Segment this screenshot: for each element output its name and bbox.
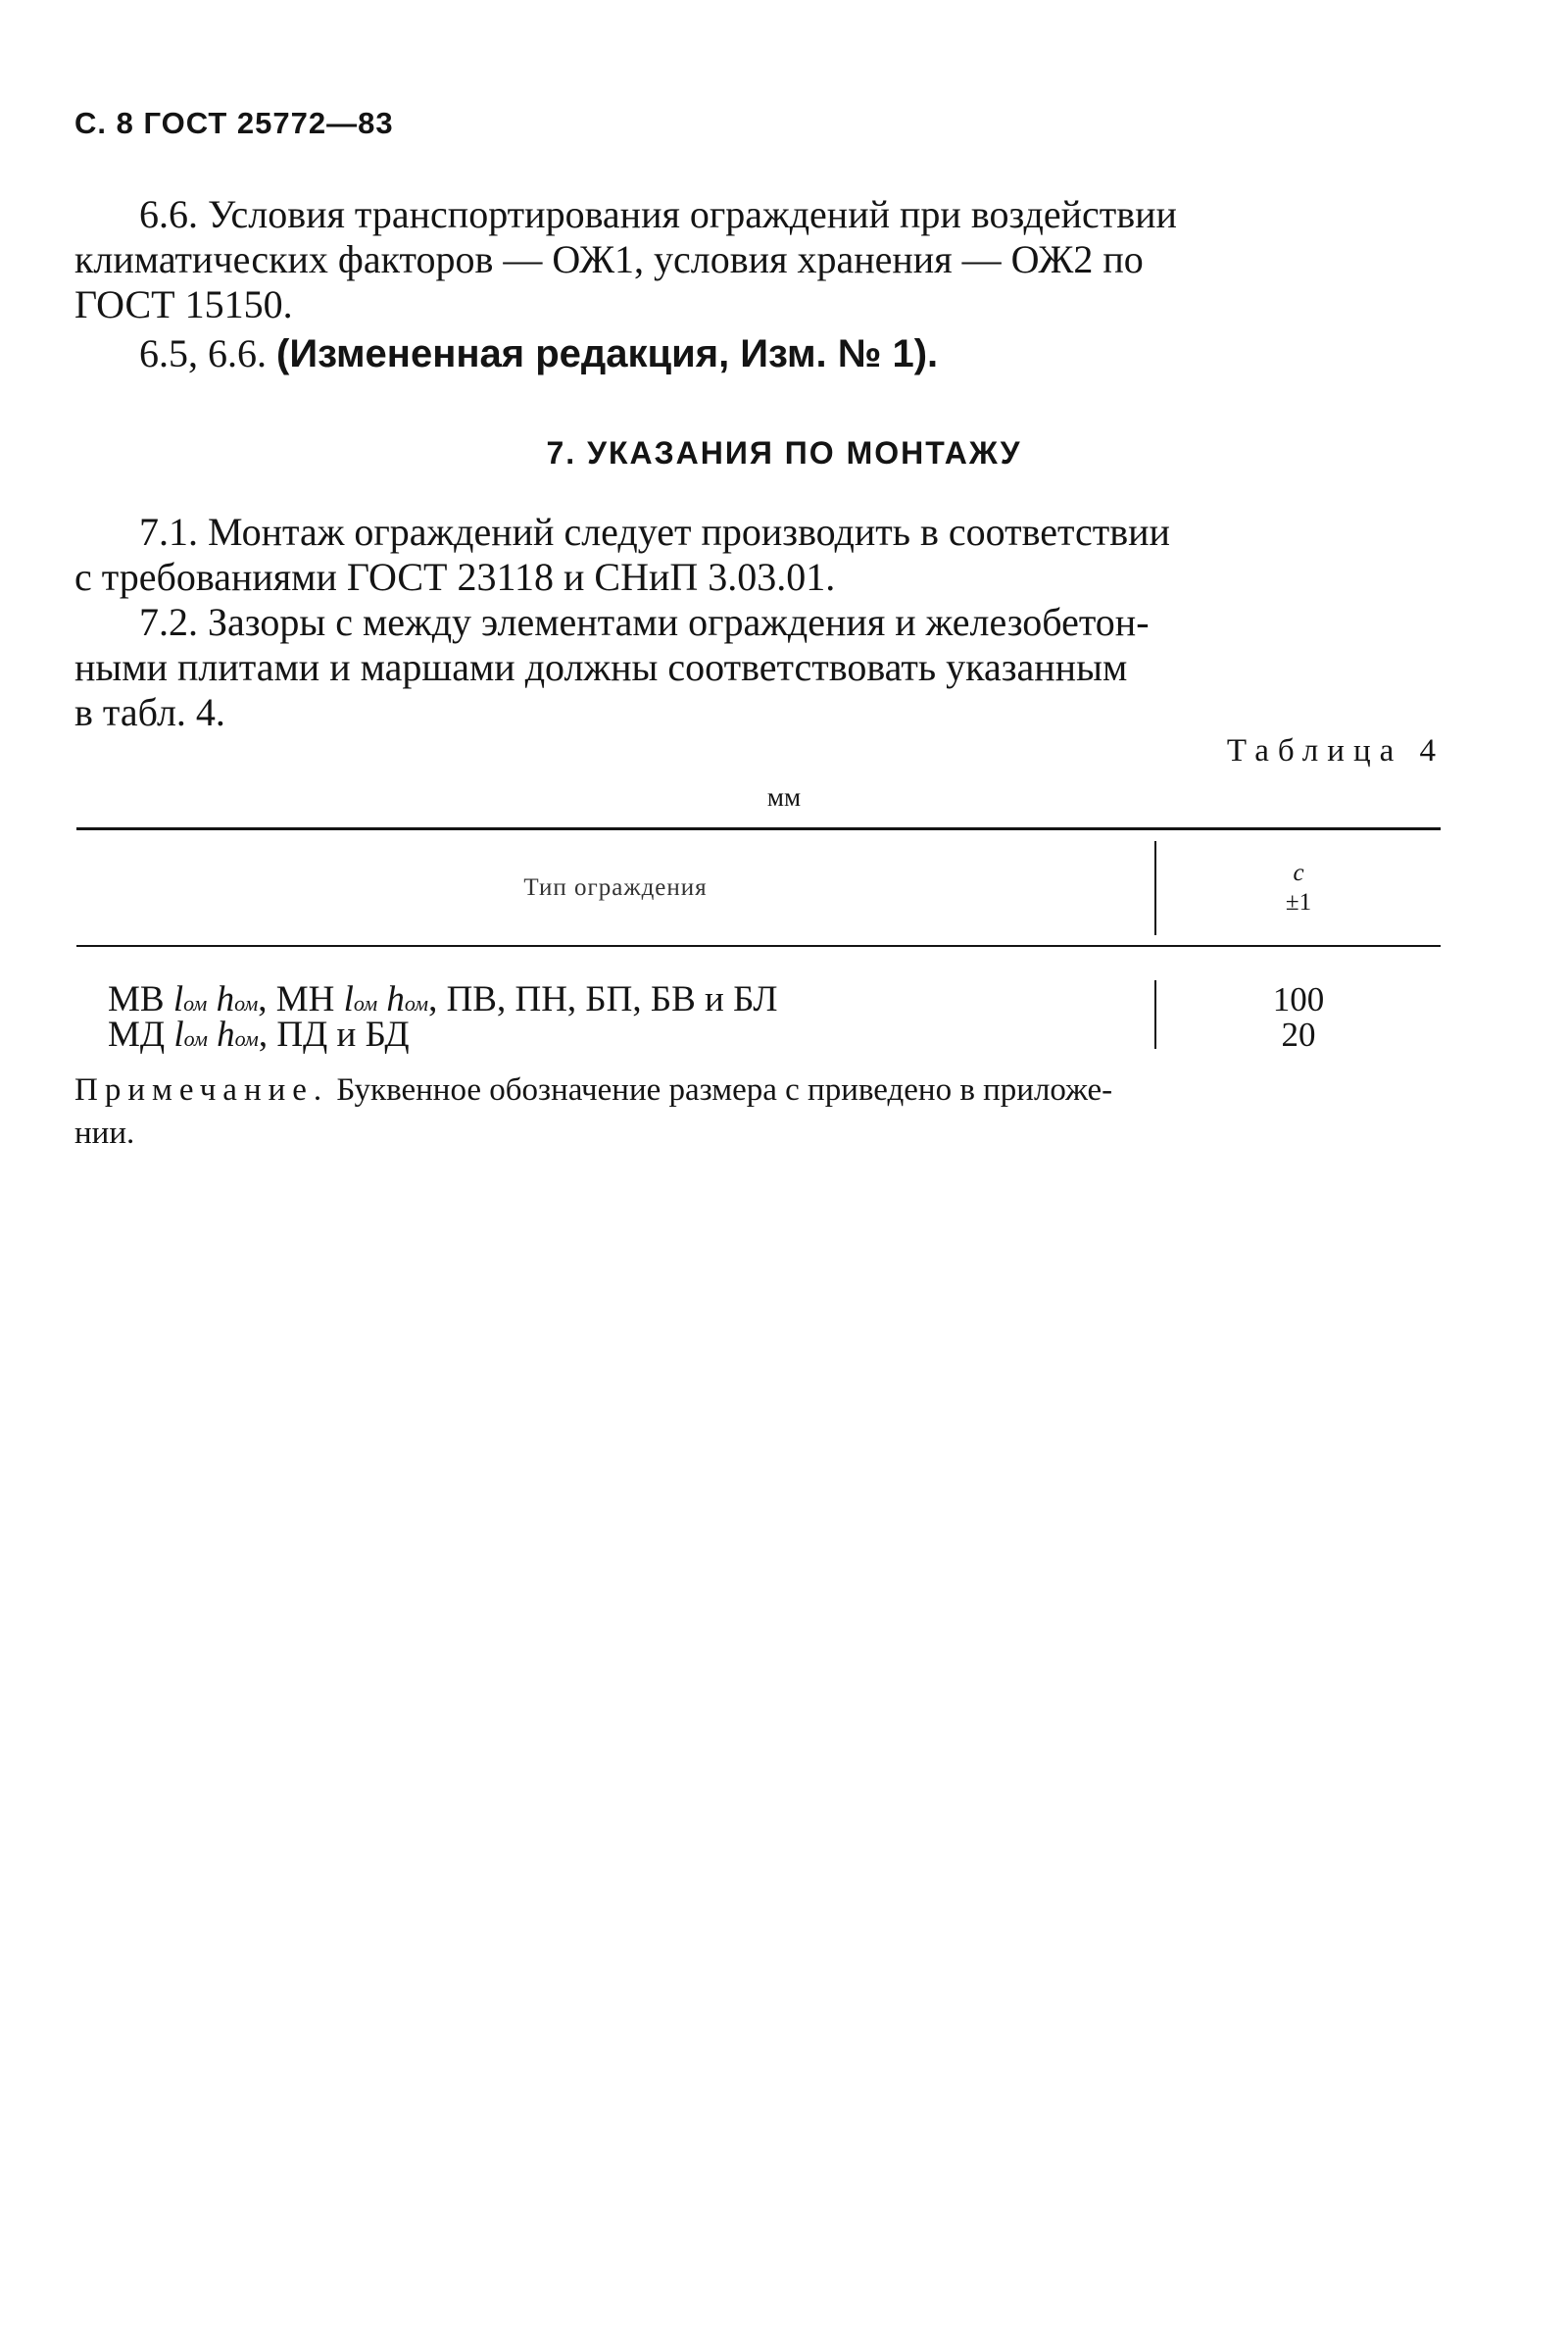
row-label-part: МВ <box>108 979 173 1019</box>
running-head: С. 8 ГОСТ 25772—83 <box>74 106 394 140</box>
edition-note <box>74 331 1441 376</box>
row-label-part: ом <box>183 991 208 1016</box>
edition-note-prefix: 6.5, 6.6. <box>139 331 267 375</box>
note-text: Буквенное обозначение размера c приведено в приложе- <box>336 1072 1113 1108</box>
table-top-rule <box>76 827 1441 830</box>
paragraph-6-6-line-1: 6.6. Условия транспортирования ограждений при воздействии <box>139 192 1177 236</box>
row-label-part: ом <box>183 1026 208 1051</box>
row-label-part: ом <box>234 1026 259 1051</box>
note-text-continuation: нии. <box>74 1116 135 1151</box>
row-label-part: ом <box>404 991 429 1016</box>
row-label-part: h <box>386 979 405 1019</box>
row-label-part: ом <box>353 991 378 1016</box>
row-label-part <box>208 1015 217 1055</box>
note-label: Примечание. <box>74 1072 329 1108</box>
row-label-part: , МН <box>258 979 344 1019</box>
row-label-part: h <box>216 979 235 1019</box>
paragraph-6-6 <box>74 192 1441 327</box>
paragraph-6-6-line-2: климатических факторов — ОЖ1, условия хранения — ОЖ2 по <box>74 237 1144 281</box>
column-header-c-symbol: c <box>1293 860 1304 886</box>
row-label-part: ом <box>234 991 259 1016</box>
paragraph-7-2 <box>74 600 1441 735</box>
paragraph-6-6-line-3: ГОСТ 15150. <box>74 282 293 326</box>
row-label-part: l <box>172 979 184 1019</box>
paragraph-7-2-line-1: 7.2. Зазоры c между элементами ограждения и железобетон- <box>139 600 1150 644</box>
paragraph-7-1-line-1: 7.1. Монтаж ограждений следует производить в соответствии <box>139 510 1170 554</box>
edition-note-text: (Измененная редакция, Изм. № 1). <box>276 332 939 375</box>
column-header-c <box>1156 859 1441 918</box>
paragraph-7-1 <box>74 510 1441 600</box>
table-caption: Таблица 4 <box>1226 733 1445 769</box>
row-label-part <box>377 979 386 1019</box>
row-label-part: МД <box>108 1015 174 1055</box>
row-label-part: , ПД и БД <box>258 1015 410 1055</box>
column-header-type: Тип ограждения <box>523 874 708 901</box>
paragraph-7-1-line-2: с требованиями ГОСТ 23118 и СНиП 3.03.01. <box>74 555 836 599</box>
paragraph-7-2-line-2: ными плитами и маршами должны соответствовать указанным <box>74 645 1128 689</box>
table-row-2-value: 20 <box>1281 1016 1316 1054</box>
table-row-2-type <box>108 1016 410 1059</box>
row-label-part: h <box>217 1015 235 1055</box>
table-note <box>74 1068 1441 1155</box>
table-units: мм <box>766 782 802 812</box>
row-label-part: l <box>343 979 354 1019</box>
row-label-part: , ПВ, ПН, БП, БВ и БЛ <box>428 979 778 1019</box>
section-heading: 7. УКАЗАНИЯ ПО МОНТАЖУ <box>546 435 1022 471</box>
paragraph-7-2-line-3: в табл. 4. <box>74 690 225 734</box>
table-row-1-value: 100 <box>1272 980 1325 1018</box>
column-header-c-tolerance: ±1 <box>1285 889 1312 916</box>
table-header-rule <box>76 945 1441 947</box>
row-label-part: l <box>173 1015 184 1055</box>
row-label-part <box>207 979 216 1019</box>
